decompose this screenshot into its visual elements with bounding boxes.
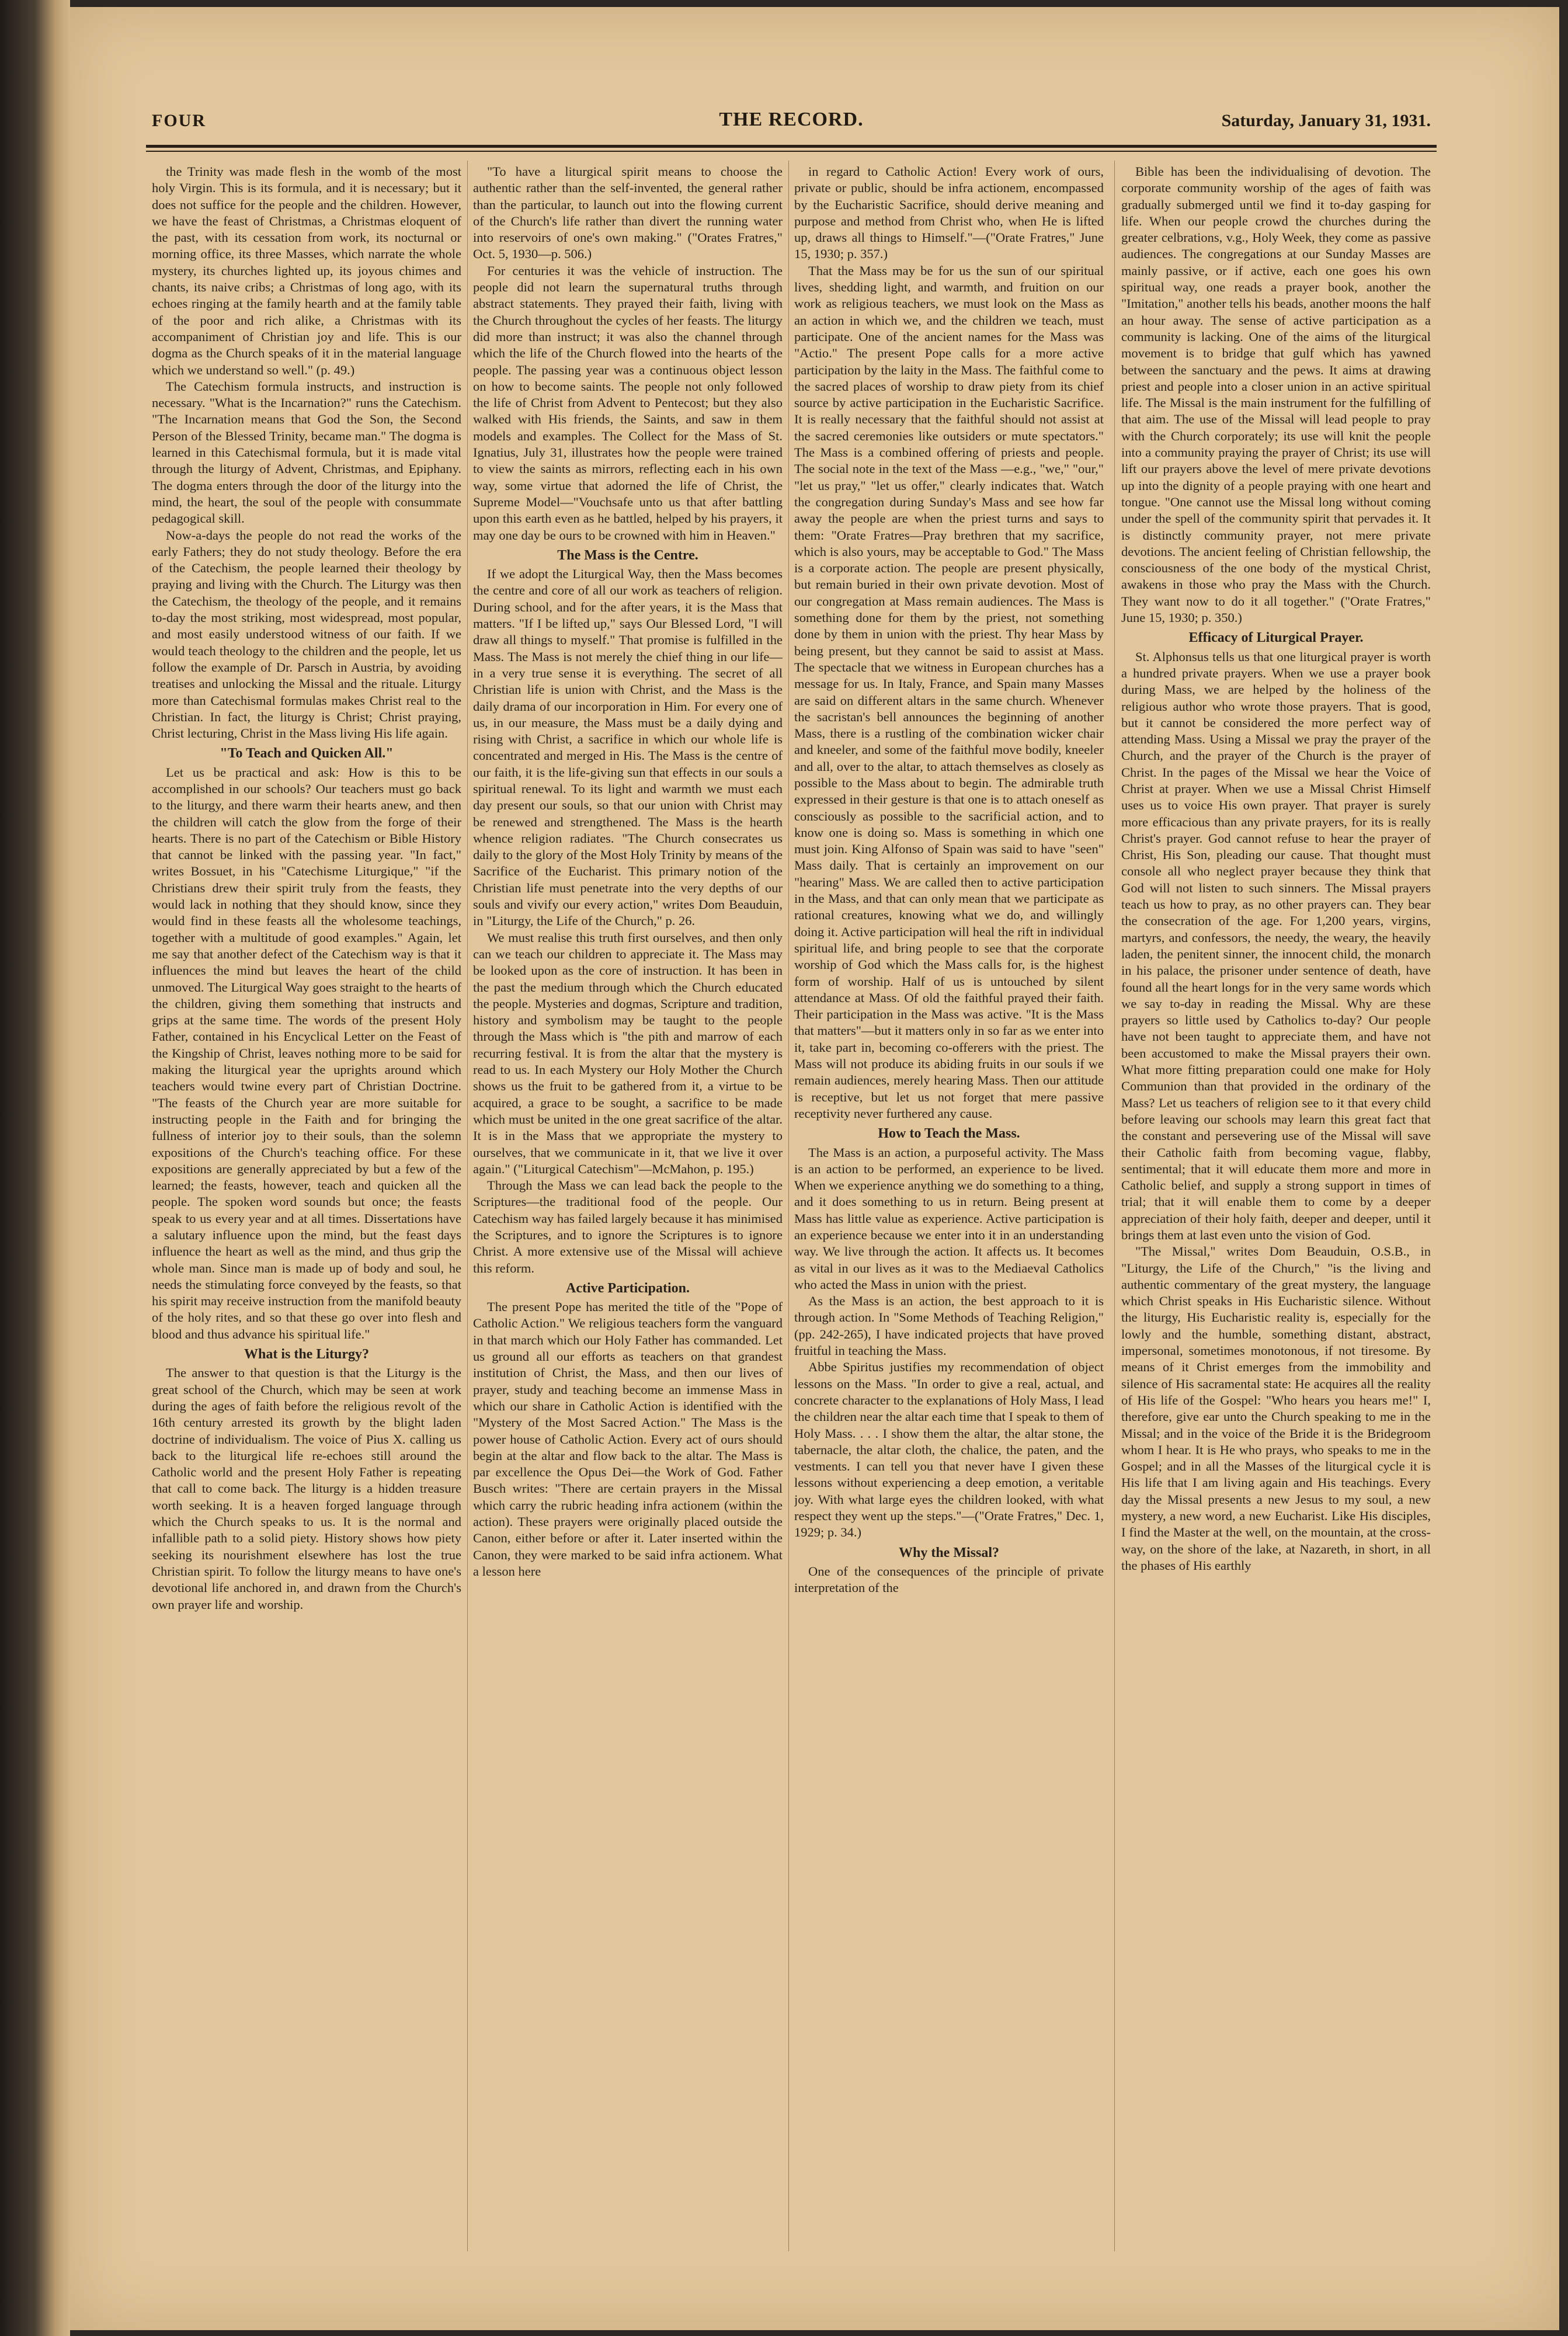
article-paragraph: The answer to that question is that the Liturgy is the great school of the Church, which may be seen at work during the ages of faith before the religious revolt of the 16th century arrested its growth by the blight laden doctrine of individualism. The voice of Pius X. calling us back to the liturgical life re-echoes still around the Catholic world and the present Holy Father is repeating that call to come back. The liturgy is a hidden treasure worth seeking. It is a heaven forged language through which the Church speaks to us. It is the normal and infallible path to a solid piety. History shows how piety seeking its nourishment elsewhere has lost the true Christian spirit. To follow the liturgy means to have one's devotional life anchored in, and drawn from the Church's own prayer life and worship. <box>152 1365 461 1612</box>
column-divider <box>788 161 789 2251</box>
column-divider <box>1114 161 1115 2251</box>
section-heading: Why the Missal? <box>898 1545 999 1560</box>
article-paragraph: We must realise this truth first ourselves, and then only can we teach our children to appreciate it. The Mass may be looked upon as the core of instruction. It has been in the past the medium through which the Church educated the people. Mysteries and dogmas, Scripture and tradition, history and symbolism may be taught to the people through the Mass which is "the pith and marrow of each recurring festival. It is from the altar that the mystery is read to us. In each Mystery our Holy Mother the Church shows us the fruit to be gathered from it, a virtue to be acquired, a grace to be sought, a sacrifice to be made which must be united in the one great sacrifice of the altar. It is in the Mass that we appropriate the mystery to ourselves, that we communicate in it, that we live it over again." ("Liturgical Catechism"—McMahon, p. 195.) <box>473 930 783 1176</box>
article-paragraph: The Mass is an action, a purposeful activity. The Mass is an action to be performed, an experience to be lived. When we experience anything we do something to a thing, and it does something to us in return. Being present at Mass has little value as experience. Active participation is an experience because we enter into it in an understanding way. We live through the action. It affects us. It becomes as vital in our lives as it was to the Mediaeval Catholics who acted the Mass in union with the priest. <box>794 1145 1104 1292</box>
article-column-4 <box>1121 164 1431 2266</box>
article-paragraph: As the Mass is an action, the best approach to it is through action. In "Some Methods of Teaching Religion," (pp. 242-265), I have indicated projects that have proved fruitful in teaching the Mass. <box>794 1294 1104 1358</box>
article-paragraph: St. Alphonsus tells us that one liturgical prayer is worth a hundred private prayers. When we use a prayer book during Mass, we are helped by the holiness of the religious author who wrote those prayers. That is good, but it cannot be considered the more perfect way of attending Mass. Using a Missal we pray the prayer of the Church, and the prayer of the Church is the prayer of Christ. In the pages of the Missal we hear the Voice of Christ at prayer. When we use a Missal Christ Himself uses us to voice His own prayer. That prayer is surely more efficacious than any private prayers, for its is really Christ's prayer. God cannot refuse to hear the prayer of Christ, His Son, pleading our cause. That thought must console all who neglect prayer because they think that God will not listen to such sinners. The Missal prayers teach us how to pray, as no other prayers can. They bear the consecration of the age. For 1,200 years, virgins, martyrs, and confessors, the needy, the weary, the heavily laden, the penitent sinner, the innocent child, the monarch in his palace, the prisoner under sentence of death, have found all the heart longs for in the very same words which we say to-day in reading the Missal. Why are these prayers so little used by Catholics to-day? Our people have not been taught to appreciate them, and have not been accustomed to make the Missal prayers their own. What more fitting preparation could one make for Holy Communion than that provided in the ordinary of the Mass? Let us teachers of religion see to it that every child before leaving our schools may learn this great fact that the constant and persevering use of the Missal will save their Catholic faith from becoming vague, flabby, sentimental; that it will educate them more and more in Catholic belief, and supply a strong support in times of trial; that it will enable them to come by a deeper appreciation of their holy faith, deeper and deeper, until it brings them at last even unto the vision of God. <box>1121 649 1431 1242</box>
article-column-1 <box>152 164 461 2266</box>
article-paragraph: Abbe Spiritus justifies my recommendation of object lessons on the Mass. "In order to give a real, actual, and concrete character to the explanations of Holy Mass, I lead the children near the altar each time that I speak to them of Holy Mass. . . . I show them the altar, the altar stone, the tabernacle, the altar cloth, the chalice, the paten, and the vestments. I can tell you that never have I given these lessons without experiencing a deep emotion, a veritable joy. With what large eyes the children looked, with what respect they went up the steps."—("Orate Fratres," Dec. 1, 1929; p. 34.) <box>794 1360 1104 1540</box>
section-heading: How to Teach the Mass. <box>878 1126 1020 1142</box>
section-heading: The Mass is the Centre. <box>557 547 698 563</box>
book-binding-edge <box>0 0 70 2336</box>
masthead-title: THE RECORD. <box>719 109 864 130</box>
section-heading: Active Participation. <box>566 1280 690 1296</box>
section-heading: "To Teach and Quicken All." <box>220 746 394 762</box>
section-heading: What is the Liturgy? <box>244 1347 369 1362</box>
article-paragraph: Let us be practical and ask: How is this to be accomplished in our schools? Our teachers must go back to the liturgy, and there warm their hearts anew, and then the children will catch the glow from the forge of their hearts. There is no part of the Catechism or Bible History that cannot be linked with the passing year. "In fact," writes Bossuet, in his "Catechisme Liturgique," "if the Christians drew their spirit truly from the feasts, they would lack in nothing that they should know, since they would find in these feasts all the wholesome teachings, together with a multitude of good examples." Again, let me say that another defect of the Catechism way is that it influences the mind but leaves the heart of the child unmoved. The Liturgical Way goes straight to the hearts of the children, giving them something that instructs and grips at the same time. The words of the present Holy Father, contained in his Encyclical Letter on the Feast of the Kingship of Christ, leaves nothing more to be said for making the liturgical year the uprights around which teachers would twine every part of Christian Doctrine. "The feasts of the Church year are more suitable for instructing people in the Faith and for bringing the fullness of interior joy to their souls, than the solemn expositions of the Church's teaching office. For these expositions are generally appreciated by but a few of the learned; the feasts, however, teach and quicken all the people. The spoken word sounds but once; the feasts speak to us every year and at all times. Dissertations have a salutary influence upon the mind, but the feast days influence the heart as well as the mind, and thus grip the whole man. Since man is made up of body and soul, he needs the stimulating force conveyed by the feasts, so that his spirit may receive instruction from the manifold beauty of the holy rites, and so that these go over into flesh and blood and thus advance his spiritual life." <box>152 764 461 1341</box>
article-paragraph: Through the Mass we can lead back the people to the Scriptures—the traditional food of the people. Our Catechism way has failed largely because it has minimised the Scriptures, and to ignore the Scriptures is to ignore Christ. A more extensive use of the Missal will achieve this reform. <box>473 1178 783 1275</box>
article-paragraph: in regard to Catholic Action! Every work of ours, private or public, should be infra actionem, encompassed by the Eucharistic Sacrifice, should derive meaning and purpose and method from Christ who, when He is lifted up, draws all things to Himself."—("Orate Fratres," June 15, 1930; p. 357.) <box>794 164 1104 262</box>
article-paragraph: "To have a liturgical spirit means to choose the authentic rather than the self-invented, the general rather than the particular, to launch out into the flowing current of the Church's life rather than divert the running water into reservoirs of one's own making." ("Orates Fratres," Oct. 5, 1930—p. 506.) <box>473 164 783 262</box>
column-divider <box>467 161 468 2251</box>
article-paragraph: Now-a-days the people do not read the works of the early Fathers; they do not study theology. Before the era of the Catechism, the people learned their theology by praying and living with the Church. The Liturgy was then the Catechism, the theology of the people, and it remains to-day the most striking, most widespread, most popular, and most easily understood witness of our faith. If we would teach theology to the children and the people, let us follow the example of Dr. Parsch in Austria, by avoiding treatises and unlocking the Missal and the rituale. Liturgy more than Catechismal formulas makes Christ real to the Christian. In fact, the liturgy is Christ; Christ praying, Christ lecturing, Christ in the Mass living His life again. <box>152 527 461 741</box>
article-paragraph: The present Pope has merited the title of the "Pope of Catholic Action." We religious teachers form the vanguard in that march which our Holy Father has commanded. Let us ground all our efforts as teachers on that grandest institution of Christ, the Mass, and then our lives of prayer, study and teaching become an immense Mass in which our share in Catholic Action is identified with the "Mystery of the Most Sacred Action." The Mass is the power house of Catholic Action. Every act of ours should begin at the altar and flow back to the altar. The Mass is par excellence the Opus Dei—the Work of God. Father Busch writes: "There are certain prayers in the Missal which carry the rubric heading infra actionem (within the action). These prayers were originally placed outside the Canon, either before or after it. Later inserted within the Canon, they were marked to be said infra actionem. What a lesson here <box>473 1299 783 1579</box>
header-rule-thin <box>146 151 1437 152</box>
article-paragraph: For centuries it was the vehicle of instruction. The people did not learn the supernatural truths through abstract statements. They prayed their faith, living with the Church throughout the cycles of her feasts. The liturgy did more than instruct; it was also the channel through which the life of the Church flowed into the hearts of the people. The passing year was a continuous object lesson on how to become saints. The people not only followed the life of Christ from Advent to Pentecost; but they also walked with His friends, the Saints, and saw in them models and examples. The Collect for the Mass of St. Ignatius, July 31, illustrates how the people were trained to view the saints as mirrors, reflecting each in his own way, some virtue that adorned the life of Christ, the Supreme Model—"Vouchsafe unto us that after battling upon this earth even as he battled, helped by his prayers, it may one day be ours to be crowned with him in Heaven." <box>473 263 783 543</box>
header-rule <box>146 145 1437 148</box>
article-paragraph: "The Missal," writes Dom Beauduin, O.S.B., in "Liturgy, the Life of the Church," "is the living and authentic commentary of the great mystery, the language which Christ speaks in His Eucharistic silence. Without the liturgy, His Eucharistic reality is, especially for the lowly and the humble, something distant, abstract, impersonal, sometimes monotonous, if not tiresome. By means of it Christ emerges from the immobility and silence of His sacramental state: He acquires all the reality of His life of the Gospel: "Who hears you hears me!" I, therefore, give ear unto the Church speaking to me in the Missal; and in the voice of the Bride it is the Bridegroom whom I hear. It is He who prays, who speaks to me in the Gospel; and in all the Masses of the liturgical cycle it is His life that I am living again and His teachings. Every day the Missal presents a new Jesus to my soul, a new mystery, a new word, a new Eucharist. Like His disciples, I find the Master at the well, on the mountain, at the cross-way, on the shore of the lake, at Nazareth, in short, in all the phases of His earthly <box>1121 1244 1431 1573</box>
article-paragraph: Bible has been the individualising of devotion. The corporate community worship of the ages of faith was gradually submerged until we find it to-day gasping for life. When our people crowd the churches during the greater celbrations, v.g., Holy Week, they come as passive audiences. The congregations at our Sunday Masses are mainly passive, or if active, each one goes his own spiritual way, one reads a prayer book, another the "Imitation," another tells his beads, another moons the half an hour away. The sense of active participation as a community is lacking. One of the aims of the liturgical movement is to bridge that gulf which has yawned between the sanctuary and the pews. It aims at drawing priest and people into a closer union in an active spiritual life. The Missal is the main instrument for the fulfilling of that aim. The use of the Missal will lead people to pray with the Church corporately; its use will knit the people into a community praying the prayer of Christ; its use will lift our prayers above the level of mere private devotions up into the dignity of a people praying with one heart and tongue. "One cannot use the Missal long without coming under the spell of the community spirit that pervades it. It is distinctly community prayer, not mere private devotions. The ancient feeling of Christian fellowship, the consciousness of the one body of the mystical Christ, awakens in those who pray the Mass with the Church. They want now to do it all together." ("Orate Fratres," June 15, 1930; p. 350.) <box>1121 164 1431 625</box>
article-paragraph: One of the consequences of the principle of private interpretation of the <box>794 1563 1104 1595</box>
section-heading: Efficacy of Liturgical Prayer. <box>1188 630 1364 646</box>
article-column-2 <box>473 164 783 2266</box>
article-paragraph: The Catechism formula instructs, and instruction is necessary. "What is the Incarnation?" runs the Catechism. "The Incarnation means that God the Son, the Second Person of the Blessed Trinity, became man." The dogma is learned in this Catechismal formula, but it is made vital through the liturgy of Advent, Christmas, and Epiphany. The dogma enters through the door of the liturgy into the mind, the heart, the soul of the people with consummate pedagogical skill. <box>152 378 461 526</box>
issue-date: Saturday, January 31, 1931. <box>1221 111 1431 130</box>
article-column-3 <box>794 164 1104 2266</box>
article-paragraph: That the Mass may be for us the sun of our spiritual lives, shedding light, and warmth, and fruition on our work as religious teachers, we must look on the Mass as an action in which we, and the children we teach, must participate. One of the ancient names for the Mass was "Actio." The present Pope calls for a more active participation by the laity in the Mass. The faithful come to the sacred places of worship to draw piety from its chief source by active participation in the Eucharistic Sacrifice. It is really necessary that the faithful should not assist at the sacred ceremonies like outsiders or mute spectators." The Mass is a combined offering of priests and people. The social note in the text of the Mass —e.g., "we," "our," "let us pray," "let us offer," clearly indicates that. Watch the congregation during Sunday's Mass and see how far away the people are when the priest turns and says to them: "Orate Fratres—Pray brethren that my sacrifice, which is also yours, may be acceptable to God." The Mass is a corporate action. The people are present physically, but remain buried in their own private devotion. Most of our congregation at Mass remain audiences. The Mass is something done for them by the priest, not something done by them in union with the priest. Thy hear Mass by being present, but they cannot be said to assist at Mass. The spectacle that we witness in European churches has a message for us. In Italy, France, and Spain many Masses are said on different altars in the same church. Whenever the sacristan's bell announces the beginning of another Mass, there is a rustling of the combination wicker chair and kneeler, and some of the faithful move bodily, kneeler and all, over to the altar, to attach themselves as closely as possible to the Mass about to begin. The admirable truth expressed in their gesture is that one is to attach oneself as consciously as possible to the sacrificial action, and to know one is doing so. Mass is something in which one must join. King Alfonso of Spain was said to have "seen" Mass daily. That is certainly an improvement on our "hearing" Mass. We are called then to active participation in the Mass, and that can only mean that we participate as rational creatures, knowing what we do, and willingly doing it. Active participation will heal the rift in individual spiritual life, and bring people to see that the corporate worship of God which the Mass calls for, is the highest form of worship. Half of us is untouched by silent attendance at Mass. Of old the faithful prayed their faith. Their participation in the Mass was active. "It is the Mass that matters"—but it matters only in so far as we enter into it, take part in, becoming co-offerers with the priest. The Mass will not produce its abiding fruits in our souls if we remain audiences, merely hearing Mass. Then our attitude is receptive, but let us not forget that mere passive receptivity never furthered any cause. <box>794 263 1104 1121</box>
page-header <box>152 105 1431 146</box>
article-paragraph: If we adopt the Liturgical Way, then the Mass becomes the centre and core of all our work as teachers of religion. During school, and for the after years, it is the Mass that matters. "If I be lifted up," says Our Blessed Lord, "I will draw all things to myself." That promise is fulfilled in the Mass. The Mass is not merely the chief thing in our life—in a very true sense it is everything. The secret of all Christian life is union with Christ, and the Mass is the daily drama of our incorporation in Him. For every one of us, in our measure, the Mass must be a daily dying and rising with Christ, a sacrifice in which our whole life is concentrated and merged in His. The Mass is the centre of our faith, it is the life-giving sun that effects in our souls a spiritual renewal. To its light and warmth we must each day present our souls, so that our union with Christ may be renewed and strengthened. The Mass is the hearth whence religion radiates. "The Church consecrates us daily to the glory of the Most Holy Trinity by means of the Sacrifice of the Eucharist. This primary notion of the Christian life must penetrate into the very depths of our souls and vivify our every action," writes Dom Beauduin, in "Liturgy, the Life of the Church," p. 26. <box>473 566 783 929</box>
page-number: FOUR <box>152 111 206 130</box>
article-paragraph: the Trinity was made flesh in the womb of the most holy Virgin. This is its formula, and it is necessary; but it does not suffice for the people and the children. However, we have the feast of Christmas, a Christmas eloquent of the past, with its cessation from work, its nocturnal or morning office, its three Masses, which narrate the whole mystery, its churches lighted up, its joyous chimes and chants, its naive cribs; a Christmas of long ago, with its echoes ringing at the family hearth and at the family table of the poor and rich alike, a Christmas with its accompaniment of Christian joy and life. This is our dogma as the Church speaks of it in the material language which we understand so well." (p. 49.) <box>152 164 461 377</box>
